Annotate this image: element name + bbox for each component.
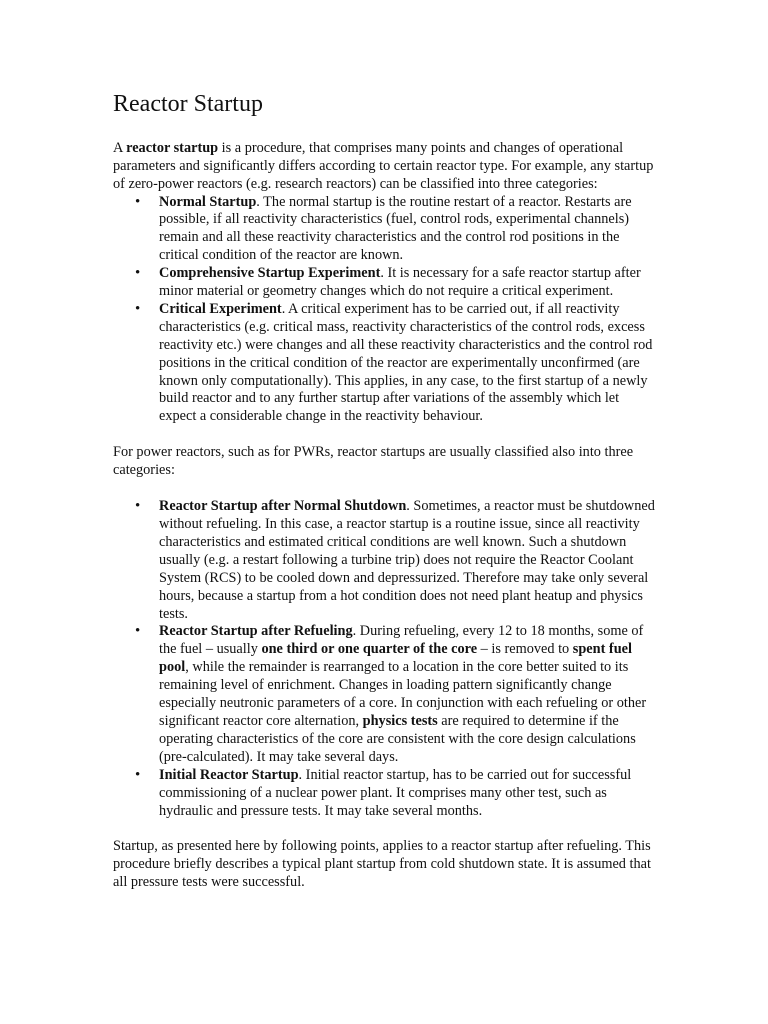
list-item-initial-startup [159,767,656,821]
item-text: . Sometimes, a reactor must be shutdowned without refueling. In this case, a reactor startup is a routine issue, since all reactivity characteristics and estimated critical conditions are well known. Such a shutdown usually (e.g. a restart following a turbine trip) does not require the Reactor Coolant System (RCS) to be cooled down and depressurized. Therefore may take only several hours, because a startup from a hot condition does not need plant heatup and physics tests. [159,498,655,622]
item-text: . The normal startup is the routine restart of a reactor. Restarts are possible, if all reactivity characteristics (fuel, control rods, experimental channels) remain and all these reactivity characteristics and the control rod positions in the critical condition of the reactor are known. [159,193,632,264]
intro-term: reactor startup [126,139,219,156]
item-text: . Initial reactor startup, has to be carried out for successful commissioning of a nuclear power plant. It comprises many other test, such as hydraulic and pressure tests. It may take several months. [159,766,632,819]
item-text: are required to determine if the operating characteristics of the core are consistent with the core design calculations (pre-calculated). It may take several days. [159,712,636,765]
item-term: Comprehensive Startup Experiment [159,265,381,282]
item-emphasis: one third or one quarter of the core [261,641,478,658]
item-text: . It is necessary for a safe reactor startup after minor material or geometry changes which do not require a critical experiment. [159,265,641,300]
spacer [113,480,656,498]
spacer [113,820,656,838]
item-emphasis: physics tests [362,712,438,729]
power-reactors-paragraph: For power reactors, such as for PWRs, reactor startups are usually classified also into three categories: [113,444,634,479]
item-text: , while the remainder is rearranged to a location in the core better suited to its remaining level of enrichment. Changes in loading pattern significantly change especially neutronic parameters of a core. In conjunction with each refueling or other significant reactor core alternation, [159,659,647,729]
item-term: Critical Experiment [159,300,282,317]
item-term: Reactor Startup after Normal Shutdown [159,498,407,515]
item-emphasis: spent fuel pool [159,641,632,676]
item-term: Initial Reactor Startup [159,766,299,783]
intro-paragraph [113,140,656,194]
power-startup-list [113,498,656,820]
zero-power-startup-list [113,194,656,427]
item-term: Reactor Startup after Refueling [159,623,353,640]
list-item-critical-experiment [159,301,656,426]
intro-article: A [113,139,127,156]
item-term: Normal Startup [159,193,257,210]
list-item-refueling [159,623,656,766]
list-item-normal-startup [159,194,656,266]
list-item-normal-shutdown [159,498,656,623]
item-text: . A critical experiment has to be carried out, if all reactivity characteristics (e.g. critical mass, reactivity characteristics of the control rods, excess reactivity etc.) were changes and all these reactivity characteristics and the control rod positions in the critical condition of the reactor are experimentally unconfirmed (are known only computationally). This applies, in any case, to the first startup of a newly build reactor and to any further startup after variations of the assembly which let expect a considerable change in the reactivity behaviour. [159,300,653,425]
spacer [113,426,656,444]
item-text: . During refueling, every 12 to 18 months, some of the fuel – usually [159,623,644,658]
intro-text: is a procedure, that comprises many points and changes of operational parameters and significantly differs according to certain reactor type. For example, any startup of zero-power reactors (e.g. research reactors) can be classified into three categories: [113,139,654,192]
item-text: – is removed to [477,641,573,658]
list-item-comprehensive-startup [159,265,656,301]
page-title: Reactor Startup [113,91,263,117]
closing-paragraph: Startup, as presented here by following points, applies to a reactor startup after refueling. This procedure briefly describes a typical plant startup from cold shutdown state. It is assumed that all pressure tests were successful. [113,838,651,891]
